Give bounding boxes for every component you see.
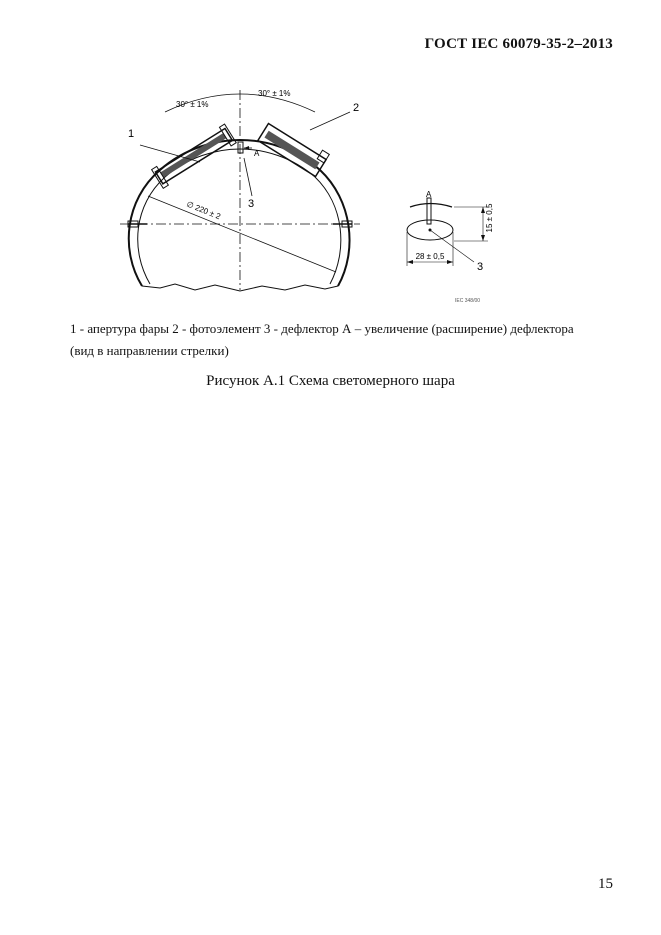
angle-left-label: 30° ± 1% [176, 100, 209, 109]
callout-2: 2 [353, 102, 360, 114]
callout-1: 1 [128, 128, 135, 140]
deflector [238, 142, 243, 153]
diameter-line [148, 196, 336, 272]
detail-width-dim: 28 ± 0,5 [415, 252, 445, 261]
figure-legend [70, 318, 630, 362]
detail-callout-3: 3 [477, 261, 484, 273]
legend-line-1: 1 - апертура фары 2 - фотоэлемент 3 - дефлектор А – увеличение (расширение) дефлектора [70, 321, 574, 336]
callout-3: 3 [248, 198, 255, 210]
iec-code: IEC 348/00 [455, 298, 481, 304]
angle-right-label: 30° ± 1% [258, 89, 291, 98]
detail-a-label: A [426, 190, 432, 199]
diameter-label: ∅ 220 ± 2 [185, 199, 222, 222]
detail-view-label: A [254, 149, 260, 158]
figure-title: Рисунок А.1 Схема светомерного шара [206, 373, 455, 389]
detail-height-dim: 15 ± 0,5 [485, 203, 494, 233]
legend-line-2: (вид в направлении стрелки) [70, 343, 229, 358]
page-number: 15 [598, 876, 613, 892]
headlamp-aperture [152, 124, 237, 188]
document-header: ГОСТ IEC 60079-35-2–2013 [424, 36, 613, 52]
light-sphere-diagram [0, 0, 661, 320]
